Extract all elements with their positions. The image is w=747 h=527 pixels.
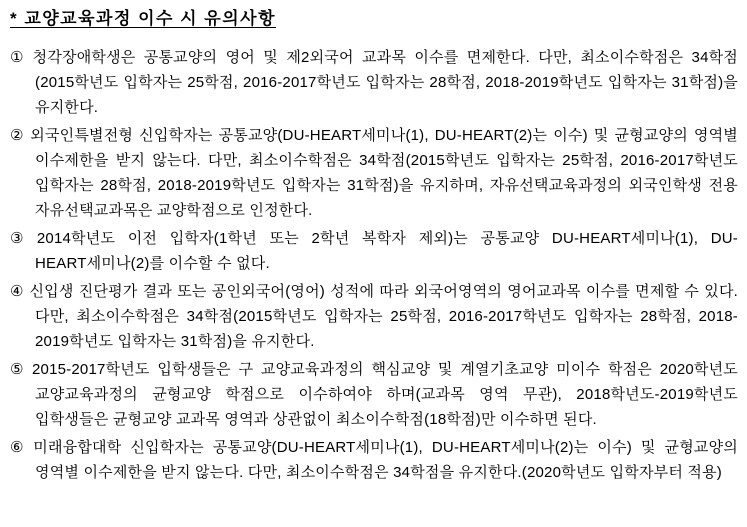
note-item-5 bbox=[10, 357, 738, 432]
note-marker-1: ① bbox=[10, 49, 28, 66]
note-text-4: 신입생 진단평가 결과 또는 공인외국어(영어) 성적에 따라 외국어영역의 영어교과목 이수를 면제할 수 있다. 다만, 최소이수학점은 34학점(2015학년도 입학자는 25학점, 2016-2017학년도 입학자는 28학점, 2018-2019학년도 입학자는 31학점)을 유지한다. bbox=[29, 283, 739, 350]
note-marker-6: ⑥ bbox=[10, 439, 29, 456]
note-text-5: 2015-2017학년도 입학생들은 구 교양교육과정의 핵심교양 및 계열기초교양 미이수 학점은 2020학년도 교양교육과정의 균형교양 학점으로 이수하여야 하며(교과목 영역 무관), 2018학년도-2019학년도 입학생들은 균형교양 교과목 영역과 상관없이 최소이수학점(18학점)만 이수하면 된다. bbox=[32, 361, 738, 428]
notes-list bbox=[10, 45, 738, 485]
note-item-3 bbox=[10, 226, 738, 276]
note-item-4 bbox=[10, 279, 738, 354]
note-item-2 bbox=[10, 123, 738, 223]
note-text-3: 2014학년도 이전 입학자(1학년 또는 2학년 복학자 제외)는 공통교양 DU-HEART세미나(1), DU-HEART세미나(2)를 이수할 수 없다. bbox=[35, 230, 738, 272]
note-marker-3: ③ bbox=[10, 230, 32, 247]
note-text-6: 미래융합대학 신입학자는 공통교양(DU-HEART세미나(1), DU-HEART세미나(2)는 이수) 및 균형교양의 영역별 이수제한을 받지 않는다. 다만, 최소이수학점은 34학점을 유지한다.(2020학년도 입학자부터 적용) bbox=[33, 439, 738, 481]
note-text-1: 청각장애학생은 공통교양의 영어 및 제2외국어 교과목 이수를 면제한다. 다만, 최소이수학점은 34학점 (2015학년도 입학자는 25학점, 2016-2017학년도 입학자는 28학점, 2018-2019학년도 입학자는 31학점)을 유지한다. bbox=[32, 49, 738, 116]
note-marker-4: ④ bbox=[10, 283, 25, 300]
note-marker-2: ② bbox=[10, 127, 26, 144]
document-title: * 교양교육과정 이수 시 유의사항 bbox=[10, 9, 276, 28]
note-item-6 bbox=[10, 435, 738, 485]
note-item-1 bbox=[10, 45, 738, 120]
note-marker-5: ⑤ bbox=[10, 361, 27, 378]
note-text-2: 외국인특별전형 신입학자는 공통교양(DU-HEART세미나(1), DU-HEART(2)는 이수) 및 균형교양의 영역별 이수제한을 받지 않는다. 다만, 최소이수학점은 34학점(2015학년도 입학자는 25학점, 2016-2017학년도 입학자는 28학점, 2018-2019학년도 입학자는 31학점)을 유지하며, 자유선택교육과정의 외국인학생 전용 자유선택교과목은 교양학점으로 인정한다. bbox=[30, 127, 738, 219]
